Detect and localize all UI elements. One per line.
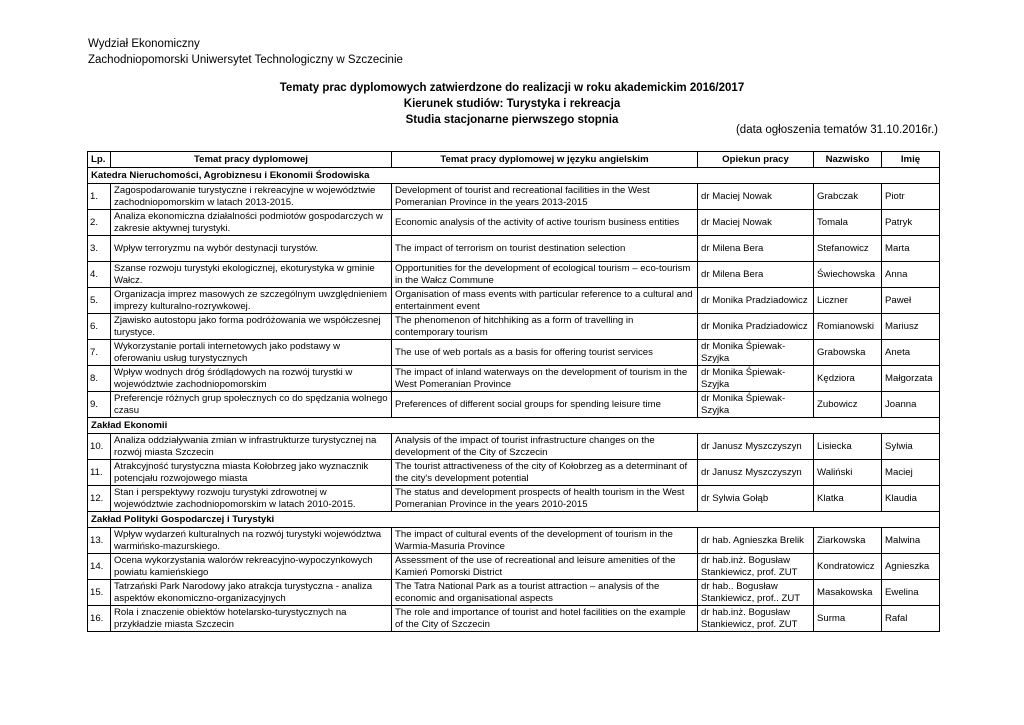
document-title <box>0 80 1024 128</box>
cell-supervisor: dr hab. Agnieszka Brelik <box>698 528 814 554</box>
cell-lp: 10. <box>88 434 111 460</box>
cell-topic-en: The Tatra National Park as a tourist attraction – analysis of the economic and organisational aspects <box>392 580 698 606</box>
cell-topic-en: The status and development prospects of health tourism in the West Pomeranian Province in the years 2010-2015 <box>392 486 698 512</box>
cell-name: Sylwia <box>882 434 940 460</box>
cell-topic-en: The phenomenon of hitchhiking as a form of travelling in contemporary tourism <box>392 314 698 340</box>
cell-name: Rafal <box>882 606 940 632</box>
cell-topic-en: Development of tourist and recreational facilities in the West Pomeranian Province in the years 2013-2015 <box>392 184 698 210</box>
cell-supervisor: dr hab.. Bogusław Stankiewicz, prof.. ZUT <box>698 580 814 606</box>
cell-topic-pl: Zjawisko autostopu jako forma podróżowania we współczesnej turystyce. <box>111 314 392 340</box>
faculty-name: Wydział Ekonomiczny <box>88 38 200 50</box>
table-row <box>88 366 940 392</box>
cell-lp: 5. <box>88 288 111 314</box>
table-row <box>88 606 940 632</box>
cell-lp: 8. <box>88 366 111 392</box>
cell-surname: Stefanowicz <box>814 236 882 262</box>
cell-topic-pl: Zagospodarowanie turystyczne i rekreacyjne w województwie zachodniopomorskim w latach 2013-2015. <box>111 184 392 210</box>
cell-supervisor: dr Janusz Myszczyszyn <box>698 460 814 486</box>
cell-surname: Masakowska <box>814 580 882 606</box>
cell-lp: 15. <box>88 580 111 606</box>
cell-surname: Kondratowicz <box>814 554 882 580</box>
cell-lp: 13. <box>88 528 111 554</box>
cell-surname: Liczner <box>814 288 882 314</box>
cell-topic-pl: Analiza ekonomiczna działalności podmiotów gospodarczych w zakresie aktywnej turystyki. <box>111 210 392 236</box>
column-header-topic-en: Temat pracy dyplomowej w języku angielskim <box>392 152 698 168</box>
cell-topic-pl: Wpływ terroryzmu na wybór destynacji turystów. <box>111 236 392 262</box>
table-header-row <box>88 152 940 168</box>
table-row <box>88 580 940 606</box>
cell-topic-en: The role and importance of tourist and hotel facilities on the example of the City of Szczecin <box>392 606 698 632</box>
cell-surname: Świechowska <box>814 262 882 288</box>
cell-supervisor: dr Monika Śpiewak-Szyjka <box>698 392 814 418</box>
cell-lp: 3. <box>88 236 111 262</box>
cell-supervisor: dr hab.inż. Bogusław Stankiewicz, prof. ZUT <box>698 554 814 580</box>
cell-name: Agnieszka <box>882 554 940 580</box>
cell-surname: Surma <box>814 606 882 632</box>
cell-topic-pl: Wpływ wodnych dróg śródlądowych na rozwój turystki w województwie zachodniopomorskim <box>111 366 392 392</box>
cell-topic-en: Analysis of the impact of tourist infrastructure changes on the development of the City of Szczecin <box>392 434 698 460</box>
section-title: Katedra Nieruchomości, Agrobiznesu i Ekonomii Środowiska <box>88 168 940 184</box>
title-line-1: Tematy prac dyplomowych zatwierdzone do realizacji w roku akademickim 2016/2017 <box>279 82 745 94</box>
cell-topic-pl: Tatrzański Park Narodowy jako atrakcja turystyczna - analiza aspektów ekonomiczno-organizacyjnych <box>111 580 392 606</box>
document-header <box>88 36 403 68</box>
cell-supervisor: dr Janusz Myszczyszyn <box>698 434 814 460</box>
table-row <box>88 236 940 262</box>
cell-topic-en: The impact of inland waterways on the development of tourism in the West Pomeranian Province <box>392 366 698 392</box>
section-title: Zakład Ekonomii <box>88 418 940 434</box>
cell-name: Patryk <box>882 210 940 236</box>
title-line-2: Kierunek studiów: Turystyka i rekreacja <box>403 98 621 110</box>
cell-surname: Waliński <box>814 460 882 486</box>
cell-name: Malwina <box>882 528 940 554</box>
cell-name: Aneta <box>882 340 940 366</box>
cell-lp: 11. <box>88 460 111 486</box>
cell-lp: 7. <box>88 340 111 366</box>
table-row <box>88 210 940 236</box>
announcement-date: (data ogłoszenia tematów 31.10.2016r.) <box>735 124 938 136</box>
section-row <box>88 418 940 434</box>
table-row <box>88 262 940 288</box>
cell-topic-pl: Ocena wykorzystania walorów rekreacyjno-wypoczynkowych powiatu kamieńskiego <box>111 554 392 580</box>
table-row <box>88 340 940 366</box>
cell-surname: Klatka <box>814 486 882 512</box>
cell-topic-pl: Rola i znaczenie obiektów hotelarsko-turystycznych na przykładzie miasta Szczecin <box>111 606 392 632</box>
cell-surname: Grabowska <box>814 340 882 366</box>
cell-topic-pl: Preferencje różnych grup społecznych co do spędzania wolnego czasu <box>111 392 392 418</box>
cell-supervisor: dr Sylwia Gołąb <box>698 486 814 512</box>
cell-topic-pl: Atrakcyjność turystyczna miasta Kołobrzeg jako wyznacznik potencjału rozwojowego miasta <box>111 460 392 486</box>
cell-supervisor: dr Monika Pradziadowicz <box>698 314 814 340</box>
cell-lp: 12. <box>88 486 111 512</box>
cell-surname: Grabczak <box>814 184 882 210</box>
table-row <box>88 392 940 418</box>
table-row <box>88 434 940 460</box>
cell-name: Piotr <box>882 184 940 210</box>
column-header-surname: Nazwisko <box>814 152 882 168</box>
cell-name: Małgorzata <box>882 366 940 392</box>
table-row <box>88 528 940 554</box>
cell-supervisor: dr Milena Bera <box>698 262 814 288</box>
cell-topic-en: Opportunities for the development of ecological tourism – eco-tourism in the Wałcz Commune <box>392 262 698 288</box>
cell-topic-pl: Wykorzystanie portali internetowych jako podstawy w oferowaniu usług turystycznych <box>111 340 392 366</box>
cell-lp: 2. <box>88 210 111 236</box>
cell-name: Anna <box>882 262 940 288</box>
cell-surname: Lisiecka <box>814 434 882 460</box>
cell-topic-pl: Stan i perspektywy rozwoju turystyki zdrowotnej w województwie zachodniopomorskim w latach 2010-2015. <box>111 486 392 512</box>
cell-topic-pl: Organizacja imprez masowych ze szczególnym uwzględnieniem imprezy kulturalno-rozrywkowej. <box>111 288 392 314</box>
cell-lp: 9. <box>88 392 111 418</box>
column-header-name: Imię <box>882 152 940 168</box>
cell-topic-en: Organisation of mass events with particular reference to a cultural and entertainment event <box>392 288 698 314</box>
cell-lp: 4. <box>88 262 111 288</box>
cell-topic-en: Economic analysis of the activity of active tourism business entities <box>392 210 698 236</box>
cell-topic-en: Preferences of different social groups for spending leisure time <box>392 392 698 418</box>
table-row <box>88 460 940 486</box>
cell-surname: Romianowski <box>814 314 882 340</box>
cell-surname: Kędziora <box>814 366 882 392</box>
cell-name: Klaudia <box>882 486 940 512</box>
cell-supervisor: dr Milena Bera <box>698 236 814 262</box>
cell-topic-pl: Wpływ wydarzeń kulturalnych na rozwój turystyki województwa warmińsko-mazurskiego. <box>111 528 392 554</box>
cell-name: Joanna <box>882 392 940 418</box>
cell-topic-en: Assessment of the use of recreational and leisure amenities of the Kamień Pomorski District <box>392 554 698 580</box>
cell-supervisor: dr Maciej Nowak <box>698 184 814 210</box>
cell-supervisor: dr Maciej Nowak <box>698 210 814 236</box>
section-row <box>88 512 940 528</box>
cell-topic-pl: Analiza oddziaływania zmian w infrastrukturze turystycznej na rozwój miasta Szczecin <box>111 434 392 460</box>
column-header-lp: Lp. <box>88 152 111 168</box>
cell-topic-en: The impact of cultural events of the development of tourism in the Warmia-Masuria Province <box>392 528 698 554</box>
table-row <box>88 486 940 512</box>
cell-surname: Ziarkowska <box>814 528 882 554</box>
cell-supervisor: dr Monika Pradziadowicz <box>698 288 814 314</box>
section-title: Zakład Polityki Gospodarczej i Turystyki <box>88 512 940 528</box>
cell-topic-pl: Szanse rozwoju turystyki ekologicznej, ekoturystyka w gminie Wałcz. <box>111 262 392 288</box>
university-name: Zachodniopomorski Uniwersytet Technologiczny w Szczecinie <box>88 54 403 66</box>
cell-surname: Tomala <box>814 210 882 236</box>
cell-name: Mariusz <box>882 314 940 340</box>
cell-name: Paweł <box>882 288 940 314</box>
cell-name: Ewelina <box>882 580 940 606</box>
table-row <box>88 554 940 580</box>
table-row <box>88 288 940 314</box>
cell-lp: 6. <box>88 314 111 340</box>
cell-surname: Zubowicz <box>814 392 882 418</box>
cell-topic-en: The use of web portals as a basis for offering tourist services <box>392 340 698 366</box>
cell-lp: 14. <box>88 554 111 580</box>
table-row <box>88 184 940 210</box>
cell-name: Maciej <box>882 460 940 486</box>
cell-supervisor: dr hab.inż. Bogusław Stankiewicz, prof. ZUT <box>698 606 814 632</box>
cell-topic-en: The tourist attractiveness of the city of Kołobrzeg as a determinant of the city's development potential <box>392 460 698 486</box>
cell-name: Marta <box>882 236 940 262</box>
thesis-topics-table <box>87 151 940 632</box>
cell-supervisor: dr Monika Śpiewak-Szyjka <box>698 340 814 366</box>
table-body <box>88 168 940 632</box>
column-header-supervisor: Opiekun pracy <box>698 152 814 168</box>
section-row <box>88 168 940 184</box>
cell-lp: 1. <box>88 184 111 210</box>
cell-supervisor: dr Monika Śpiewak-Szyjka <box>698 366 814 392</box>
title-line-3: Studia stacjonarne pierwszego stopnia <box>405 114 619 126</box>
cell-topic-en: The impact of terrorism on tourist destination selection <box>392 236 698 262</box>
cell-lp: 16. <box>88 606 111 632</box>
column-header-topic-pl: Temat pracy dyplomowej <box>111 152 392 168</box>
table-row <box>88 314 940 340</box>
